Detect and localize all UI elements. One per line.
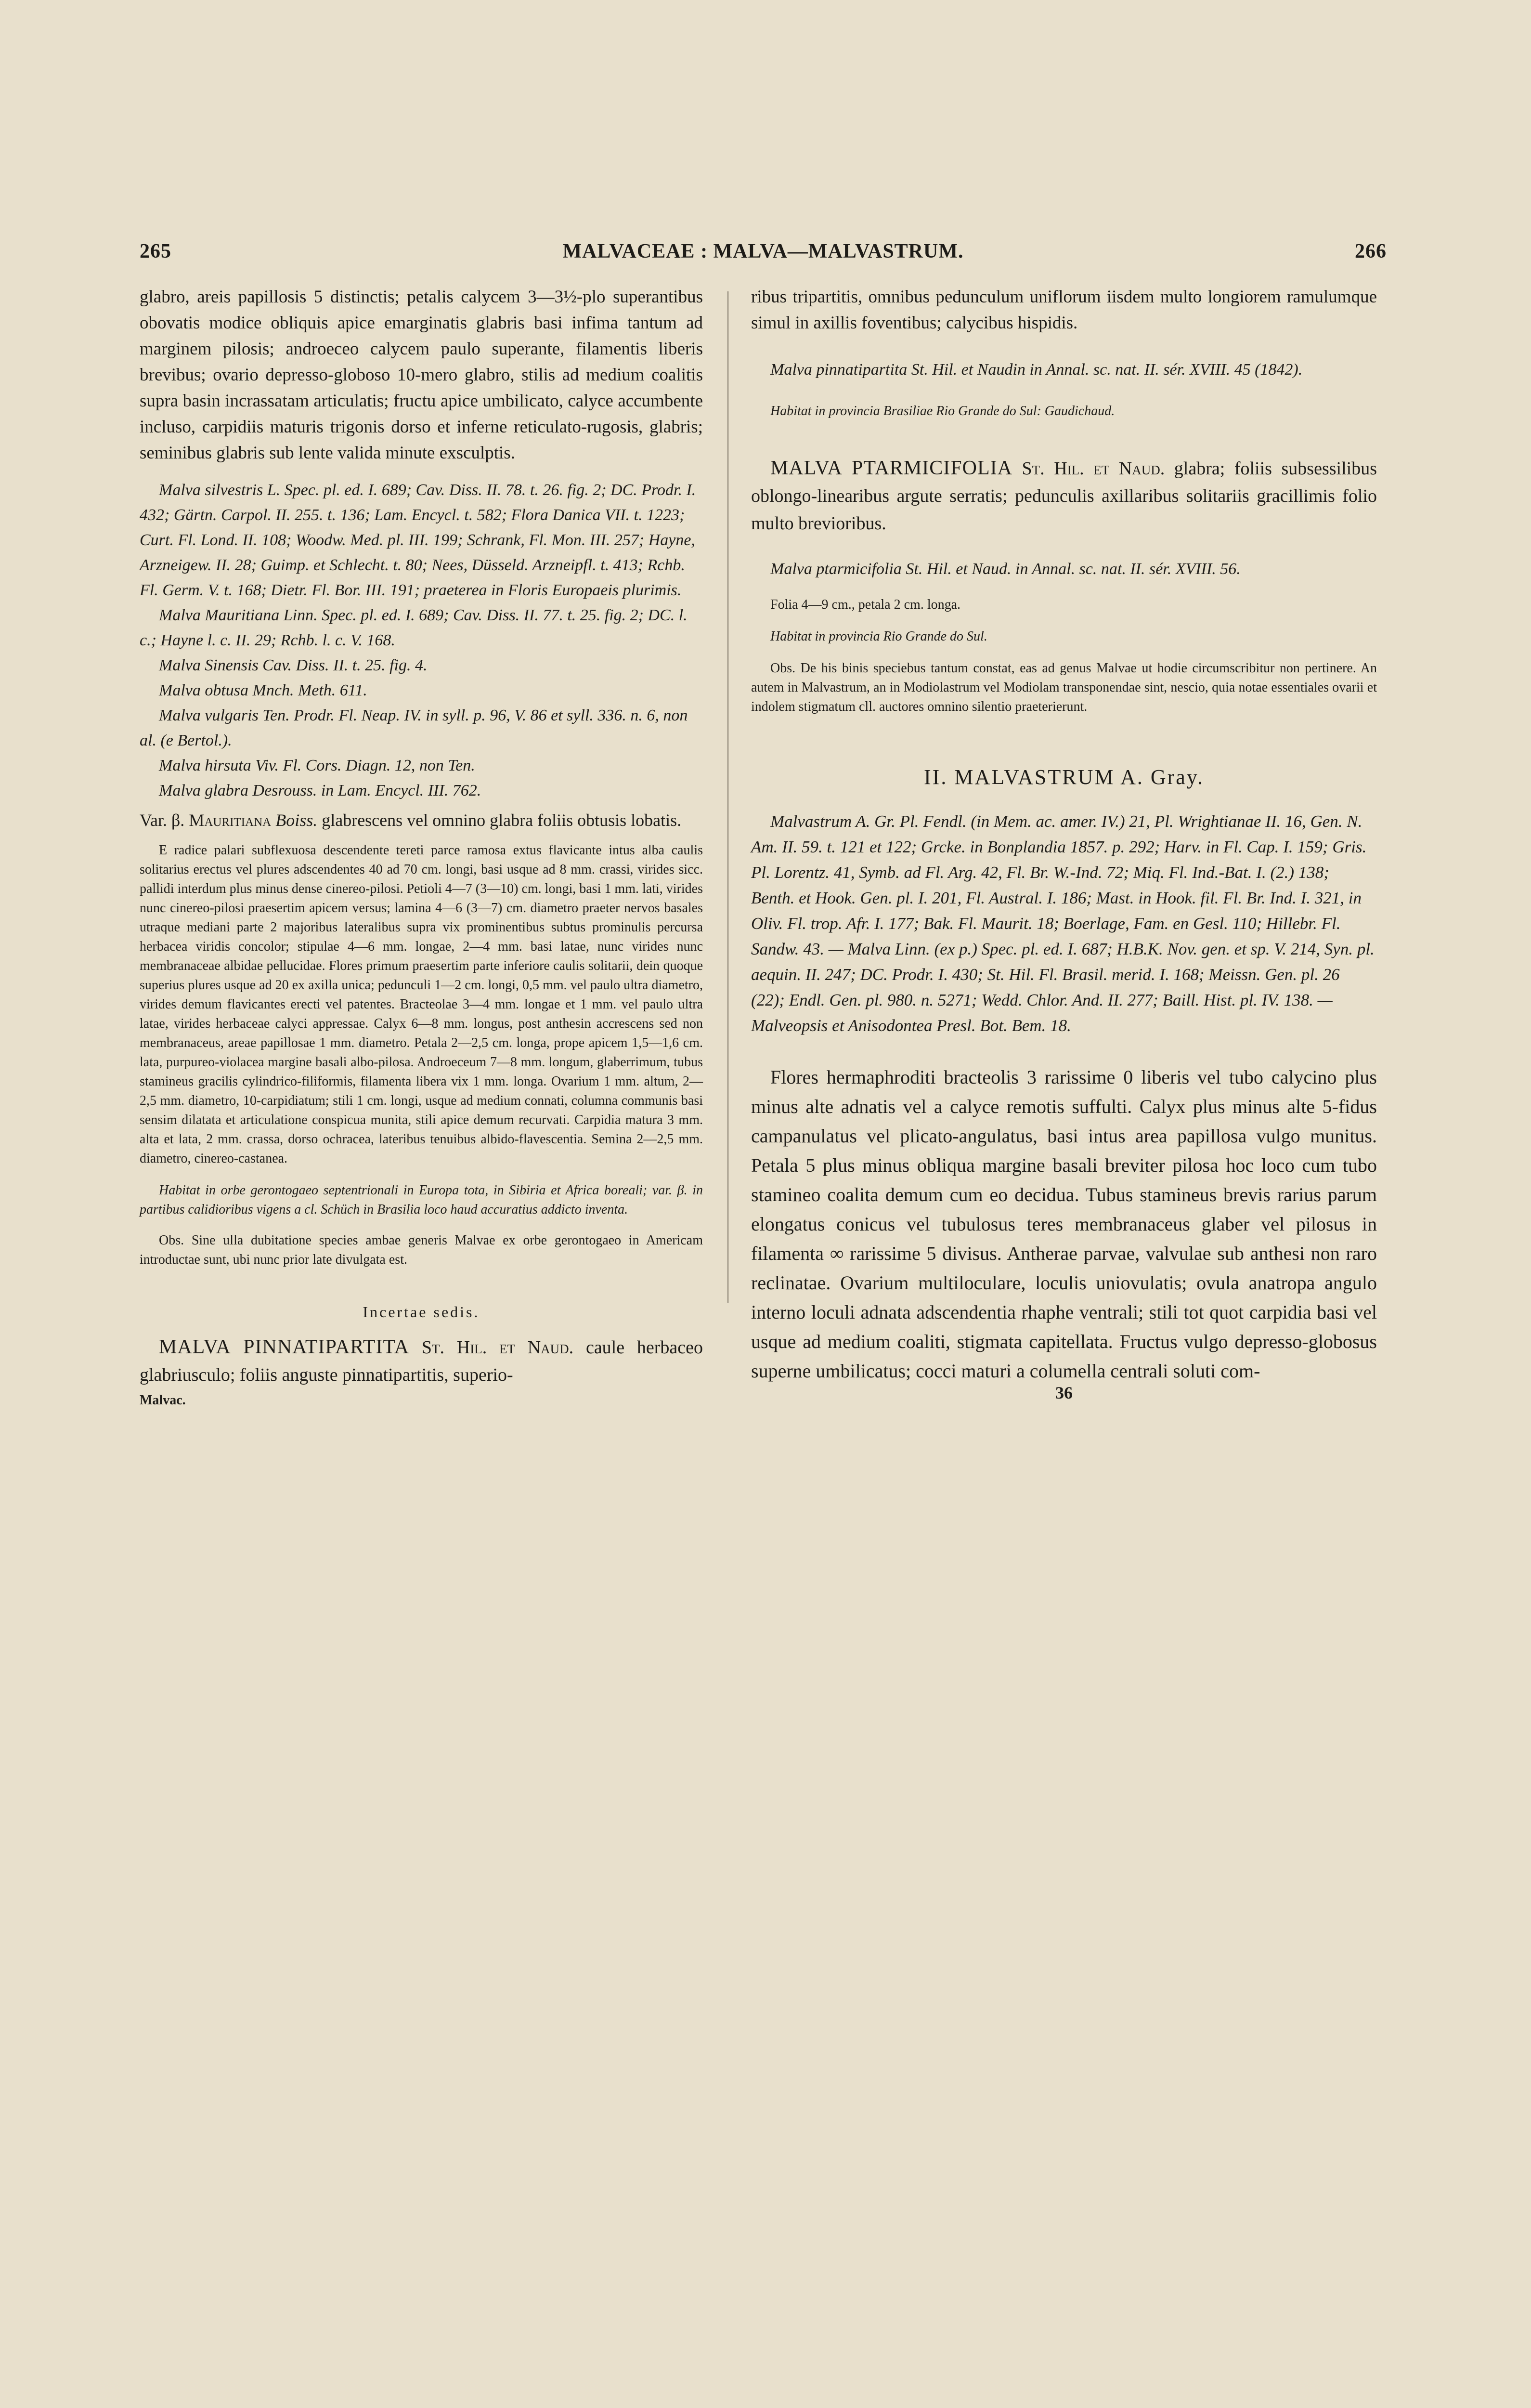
- detailed-description: E radice palari subflexuosa descendente tereti parce ramosa extus flavicante intus alba caulis solitarius erectus vel plures adscendentes 40 ad 70 cm. longi, basi usque ad 8 mm. crassi, virides sicc. pallidi interdum plus minus dense cinereo-pilosi. Petioli 4—7 (3—10) cm. longi, basi 1 mm. lati, virides nunc cinereo-pilosi praesertim apicem versus; lamina 4—6 (3—7) cm. diametro praeter nervos basales utraque mediani parte 2 majoribus lateralibus supra vix prominentibus subtus prominulis percursa herbacea viridis concolor; stipulae 4—6 mm. longae, 2—4 mm. basi latae, nunc virides nunc membranaceae albidae pellucidae. Flores primum praesertim parte inferiore caulis solitarii, dein quoque superius plures usque ad 20 ex axilla unica; pedunculi 1—2 cm. longi, 0,5 mm. vel paulo ultra diametro, virides demum flavicantes erecti vel patentes. Bracteolae 3—4 mm. longae et 1 mm. vel paulo ultra latae, virides herbaceae calyci appressae. Calyx 6—8 mm. longus, post anthesin accrescens sed non membranaceus, areae papillosae 1 mm. diametro. Petala 2—2,5 cm. longa, prope apicem 1,5—1,6 cm. lata, purpureo-violacea margine basali albo-pilosa. Androeceum 7—8 mm. longum, glaberrimum, tubus stamineus gracilis cylindrico-filiformis, filamenta libera vix 1 mm. longa. Ovarium 1 mm. altum, 2—2,5 mm. diametro, 10-carpidiatum; stili 1 cm. longi, usque ad medium connati, columna communis basi sensim dilatata et articulatione conspicua munita, stili apice demum recurvati. Carpidia matura 3 mm. alta et lata, 2 mm. crassa, dorso ochracea, lateribus tenuibus albido-flavescentia. Semina 2—2,5 mm. diametro, cinereo-castanea.: [140, 843, 703, 1166]
- citation: Malva silvestris L. Spec. pl. ed. I. 689; Cav. Diss. II. 78. t. 26. fig. 2; DC. Prodr. I. 432; Gärtn. Carpol. II. 255. t. 136; Lam. Encycl. t. 582; Flora Danica VII. t. 1223; Curt. Fl. Lond. II. 108; Woodw. Med. pl. III. 199; Schrank, Fl. Mon. III. 257; Hayne, Arzneigew. II. 28; Guimp. et Schlecht. t. 80; Nees, Düsseld. Arzneipfl. t. 413; Rchb. Fl. Germ. V. t. 168; Dietr. Fl. Bor. III. 191; praeterea in Floris Europaeis plurimis.: [140, 481, 696, 599]
- variety-name: Mauritiana: [189, 811, 272, 830]
- observation-note: Obs. De his binis speciebus tantum constat, eas ad genus Malvae ut hodie circumscribitur non pertinere. An autem in Malvastrum, an in Modiolastrum vel Modiolam transponendae sint, nescio, quia notae essentiales ovarii et indolem stigmatum cll. auctores omnino silentio praeterierunt.: [751, 661, 1377, 714]
- habitat-pinnatipartita: Habitat in provincia Brasiliae Rio Grande do Sul: Gaudichaud.: [770, 404, 1115, 419]
- species-description: glabro, areis papillosis 5 distinctis; petalis calycem 3—3½-plo superantibus obovatis modice obliquis apice emarginatis glabris basi infima tantum ad marginem pilosis; androeceo calycem paulo superante, filamentis liberis brevibus; ovario depresso-globoso 10-mero glabro, stilis ad medium coalitis supra basin incrassatam articulatis; fructu apice umbilicato, calyce accumbente incluso, carpidiis maturis trigonis dorso et inferne reticulato-rugosis, glabris; seminibus glabris sub lente valida minute exsculptis.: [140, 287, 703, 463]
- genus-heading: II. MALVASTRUM A. Gray.: [924, 765, 1204, 789]
- variety-text: glabrescens vel omnino glabra foliis obtusis lobatis.: [322, 811, 682, 830]
- citation-ptarmicifolia: Malva ptarmicifolia St. Hil. et Naud. in Annal. sc. nat. II. sér. XVIII. 56.: [770, 560, 1241, 578]
- leaf-measurements: Folia 4—9 cm., petala 2 cm. longa.: [770, 597, 961, 612]
- citation: Malva glabra Desrouss. in Lam. Encycl. III. 762.: [159, 782, 481, 799]
- signature-mark: Malvac.: [140, 1393, 186, 1408]
- species-author: St. Hil. et Naud.: [1022, 458, 1165, 479]
- species-text: caule herbaceo glabriusculo; foliis anguste pinnatipartitis, superio-: [140, 1337, 703, 1385]
- citation: Malva Sinensis Cav. Diss. II. t. 25. fig. 4.: [159, 656, 428, 674]
- habitat-note: Habitat in orbe gerontogaeo septentrionali in Europa tota, in Sibiria et Africa boreali; var. β. in partibus calidioribus vigens a cl. Schüch in Brasilia loco haud accuratius addicto inventa.: [140, 1183, 703, 1217]
- species-author: St. Hil. et Naud.: [421, 1337, 574, 1358]
- malva-pinnatipartita-diagnosis: [140, 1334, 703, 1389]
- running-header: [140, 240, 1387, 269]
- variety-heading: [140, 808, 703, 832]
- incertae-sedis-heading: Incertae sedis.: [363, 1303, 480, 1321]
- species-name: MALVA PTARMICIFOLIA: [770, 457, 1012, 479]
- running-title: MALVACEAE : MALVA—MALVASTRUM.: [562, 240, 964, 262]
- species-text: glabra; foliis subsessilibus oblongo-linearibus argute serratis; pedunculis axillaribus solitariis gracillimis folio multo brevioribus.: [751, 458, 1377, 534]
- citation-pinnatipartita: Malva pinnatipartita St. Hil. et Naudin in Annal. sc. nat. II. sér. XVIII. 45 (1842).: [770, 361, 1303, 379]
- citation: Malva vulgaris Ten. Prodr. Fl. Neap. IV. in syll. p. 96, V. 86 et syll. 336. n. 6, non al. (e Bertol.).: [140, 707, 688, 749]
- column-divider: [727, 291, 728, 1303]
- citation: Malva obtusa Mnch. Meth. 611.: [159, 681, 367, 699]
- habitat-ptarmicifolia: Habitat in provincia Rio Grande do Sul.: [770, 629, 987, 644]
- right-page-number: 266: [1355, 240, 1387, 262]
- genus-description: Flores hermaphroditi bracteolis 3 rarissime 0 liberis vel tubo calycino plus minus alte adnatis vel a calyce remotis suffulti. Calyx plus minus alte 5-fidus campanulatus vel plicato-angulatus, basi intus area papillosa vulgo munitus. Petala 5 plus minus obliqua margine basali breviter pilosa hoc loco cum tubo stamineo coalita demum cum eo decidua. Tubus stamineus brevis rarius parum elongatus conicus vel tubulosus teres membranaceus glaber vel pilosus in filamenta ∞ rarissime 5 divisus. Antherae parvae, valvulae sub anthesi non raro reclinatae. Ovarium multiloculare, loculis uniovulatis; ovula anatropa angulo interno loculi adnata adscendentia rhaphe ventrali; stili tot quot carpidia basi vel usque ad medium coaliti, stigmata capitellata. Fructus vulgo depresso-globosus superne umbilicatus; cocci maturi a columella centrali soluti com-: [751, 1066, 1377, 1382]
- synonymy: [140, 478, 703, 803]
- observation-note: Obs. Sine ulla dubitatione species ambae generis Malvae ex orbe gerontogaeo in Americam introductae sunt, ubi nunc prior late divulgata est.: [140, 1233, 703, 1267]
- citation: Malva Mauritiana Linn. Spec. pl. ed. I. 689; Cav. Diss. II. 77. t. 25. fig. 2; DC. l. c.; Hayne l. c. II. 29; Rchb. l. c. V. 168.: [140, 606, 688, 649]
- species-name: MALVA PINNATIPARTITA: [159, 1336, 410, 1358]
- left-page-number: 265: [140, 240, 171, 262]
- right-column: [751, 284, 1377, 1403]
- genus-synonymy: Malvastrum A. Gr. Pl. Fendl. (in Mem. ac. amer. IV.) 21, Pl. Wrightianae II. 16, Gen. N. Am. II. 59. t. 121 et 122; Grcke. in Bonplandia 1857. p. 292; Harv. in Fl. Cap. I. 159; Gris. Pl. Lorentz. 41, Symb. ad Fl. Arg. 42, Fl. Br. W.-Ind. 72; Miq. Fl. Ind.-Bat. I. (2.) 138; Benth. et Hook. Gen. pl. I. 201, Fl. Austral. I. 186; Mast. in Hook. fil. Fl. Br. Ind. I. 321, in Oliv. Fl. trop. Afr. I. 177; Bak. Fl. Maurit. 18; Boerlage, Fam. en Gesl. 110; Hillebr. Fl. Sandw. 43. — Malva Linn. (ex p.) Spec. pl. ed. I. 687; H.B.K. Nov. gen. et sp. V. 214, Syn. pl. aequin. II. 247; DC. Prodr. I. 430; St. Hil. Fl. Brasil. merid. I. 168; Meissn. Gen. pl. 26 (22); Endl. Gen. pl. 980. n. 5271; Wedd. Chlor. And. II. 277; Baill. Hist. pl. IV. 138. — Malveopsis et Anisodontea Presl. Bot. Bem. 18.: [751, 812, 1375, 1035]
- continued-diagnosis: ribus tripartitis, omnibus pedunculum uniflorum iisdem multo longiorem ramulumque simul in axillis foventibus; calycibus hispidis.: [751, 287, 1377, 333]
- variety-author: Boiss.: [275, 811, 318, 830]
- left-column: [140, 284, 703, 1408]
- variety-label: Var. β.: [140, 811, 185, 830]
- signature-number: 36: [1055, 1383, 1073, 1402]
- citation: Malva hirsuta Viv. Fl. Cors. Diagn. 12, non Ten.: [159, 757, 475, 774]
- malva-ptarmicifolia-diagnosis: [751, 455, 1377, 537]
